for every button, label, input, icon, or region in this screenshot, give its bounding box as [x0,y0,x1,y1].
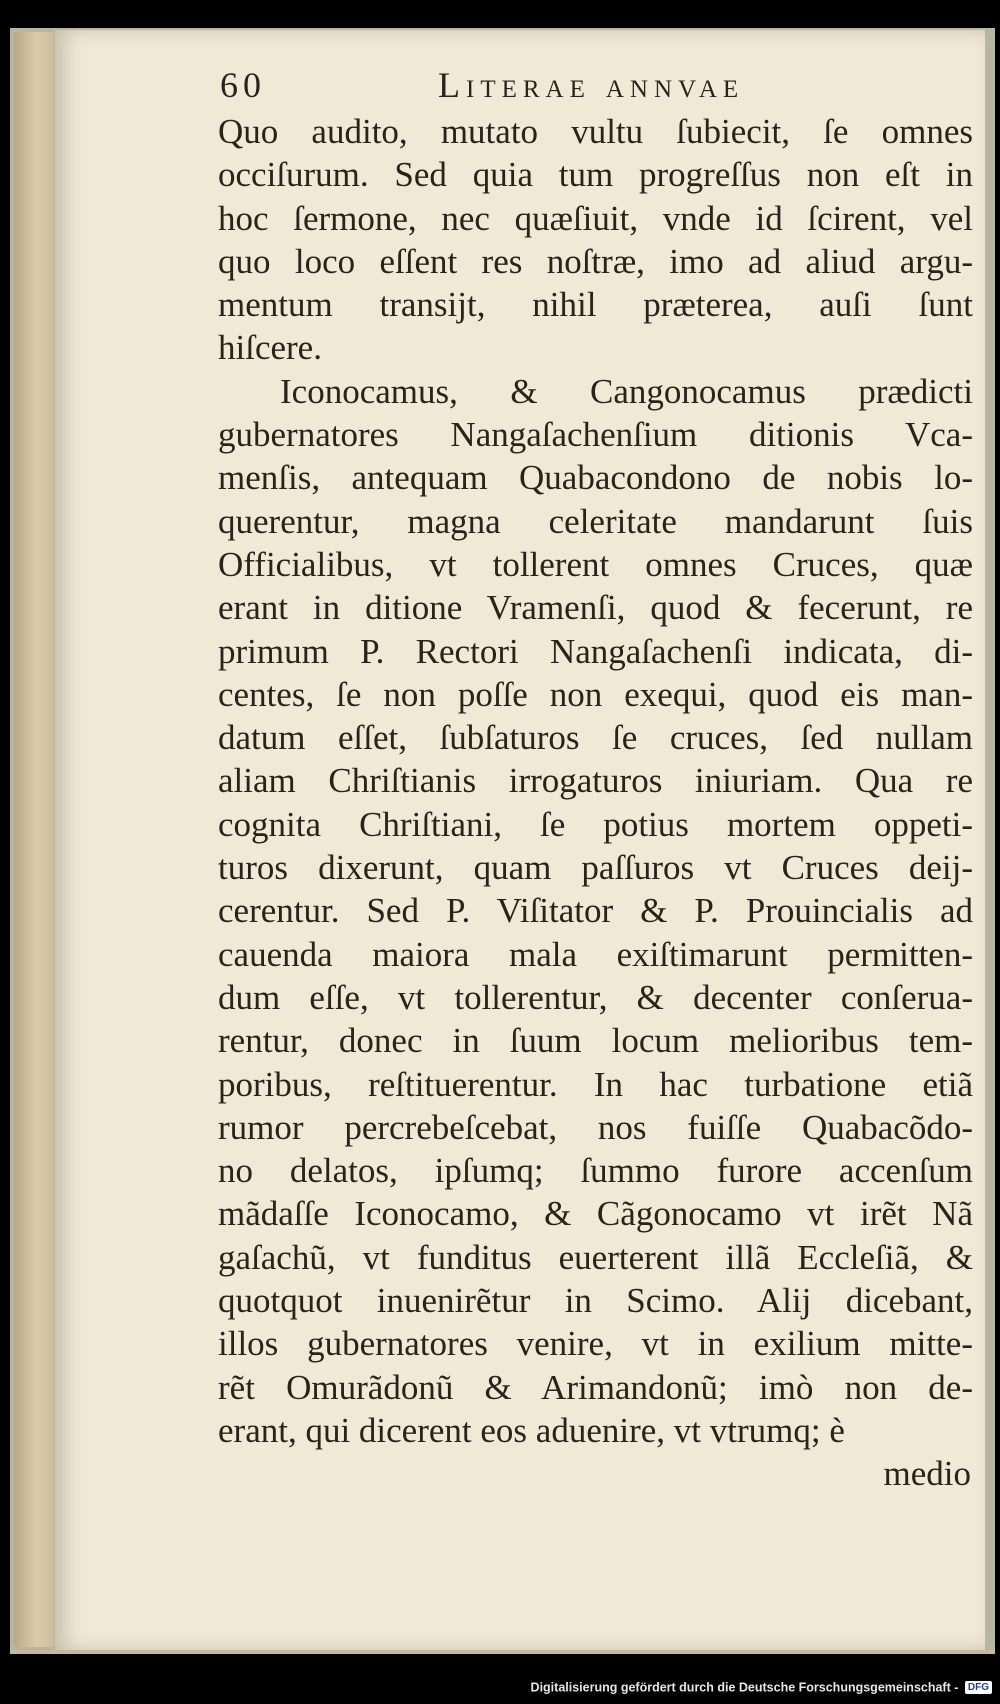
text-line: centes, ſe non poſſe non exequi, quod eis man- [218,674,973,714]
text-line: datum eſſet, ſubſaturos ſe cruces, ſed nullam [218,718,973,758]
text-line: mãdaſſe Iconocamo, & Cãgonocamo vt irẽt Nã [218,1194,973,1234]
page-number: 60 [220,65,266,105]
text-line: quotquot inuenirẽtur in Scimo. Alij dicebant, [218,1281,973,1321]
text-line: cauenda maiora mala exiſtimarunt permitten- [218,934,973,974]
text-line: querentur, magna celeritate mandarunt ſuis [218,501,973,541]
digitization-footer [0,1680,992,1704]
catchword: medio [883,1454,971,1494]
text-line: rẽt Omurãdonũ & Arimandonũ; imò non de- [218,1367,973,1407]
running-title: Literae annvae [438,65,745,105]
text-line: cognita Chriſtiani, ſe potius mortem oppeti- [218,804,973,844]
text-line: turos dixerunt, quam paſſuros vt Cruces deij- [218,848,973,888]
text-line: Officialibus, vt tollerent omnes Cruces, quæ [218,544,973,584]
page-bottom-edge [10,1650,995,1654]
body-text [218,110,973,1452]
text-line: gaſachũ, vt funditus euerterent illã Eccleſiã, & [218,1237,973,1277]
book-spine [14,32,54,1647]
text-line: Iconocamus, & Cangonocamus prædicti [280,371,973,411]
text-line: Quo audito, mutato vultu ſubiecit, ſe omnes [218,112,973,151]
text-line: no delatos, ipſumq; ſummo furore accenſum [218,1151,973,1191]
page-header [218,58,973,110]
text-line: primum P. Rectori Nangaſachenſi indicata, di- [218,631,973,671]
dfg-logo-icon: DFG [965,1681,992,1694]
text-line: rentur, donec in ſuum locum melioribus tem- [218,1021,973,1061]
text-line: menſis, antequam Quabacondono de nobis lo- [218,458,973,498]
text-line: dum eſſe, vt tollerentur, & decenter conſerua- [218,977,973,1017]
text-line: rumor percrebeſcebat, nos fuiſſe Quabacõdo- [218,1107,973,1147]
text-line: illos gubernatores venire, vt in exilium mitte- [218,1324,973,1364]
text-line: erant, qui dicerent eos aduenire, vt vtrumq; è [218,1410,845,1450]
text-line: quo loco eſſent res noſtræ, imo ad aliud argu- [218,241,973,281]
text-line: erant in ditione Vramenſi, quod & fecerunt, re [218,588,973,628]
text-line: hiſcere. [218,328,322,368]
text-line: cerentur. Sed P. Viſitator & P. Prouincialis ad [218,891,973,931]
footer-credit: Digitalisierung gefördert durch die Deutsche Forschungsgemeinschaft - [530,1680,959,1695]
text-line: occiſurum. Sed quia tum progreſſus non eſt in [218,155,973,195]
text-line: poribus, reſtituerentur. In hac turbatione etiã [218,1064,973,1104]
text-block [218,58,973,1495]
text-line: mentum transijt, nihil præterea, auſi ſunt [218,285,973,325]
text-line: hoc ſermone, nec quæſiuit, vnde id ſcirent, vel [218,198,973,238]
text-line: gubernatores Nangaſachenſium ditionis Vca- [218,415,973,455]
text-line: aliam Chriſtianis irrogaturos iniuriam. Qua re [218,761,973,801]
